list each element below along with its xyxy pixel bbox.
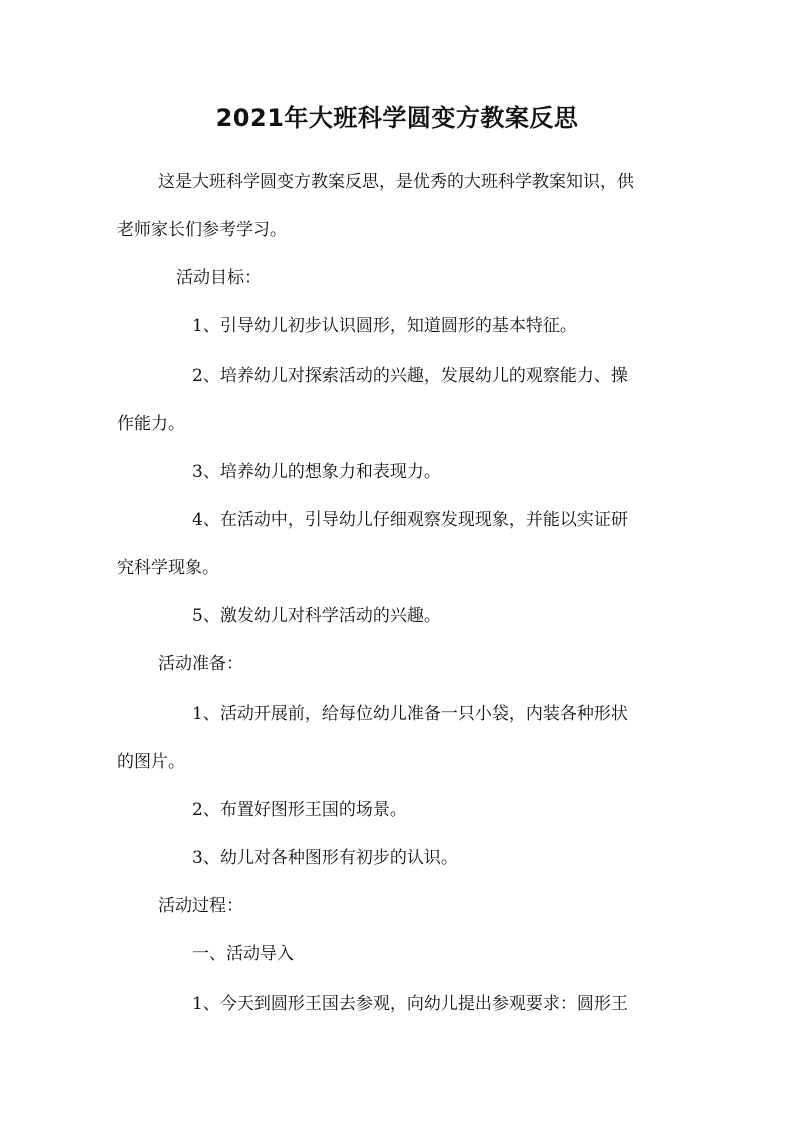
list-item-goal-2: 2、培养幼儿对探索活动的兴趣，发展幼儿的观察能力、操 xyxy=(192,366,628,386)
heading-activity-goals: 活动目标： xyxy=(176,268,261,288)
heading-activity-prep: 活动准备： xyxy=(158,654,243,674)
list-item-goal-3: 3、培养幼儿的想象力和表现力。 xyxy=(192,462,441,482)
list-item-prep-1-cont: 的图片。 xyxy=(117,752,185,772)
list-item-goal-4-cont: 究科学现象。 xyxy=(117,558,219,578)
list-item-goal-4: 4、在活动中，引导幼儿仔细观察发现现象，并能以实证研 xyxy=(192,510,628,530)
heading-activity-process: 活动过程： xyxy=(158,896,243,916)
list-item-goal-1: 1、引导幼儿初步认识圆形，知道圆形的基本特征。 xyxy=(192,316,577,336)
document-title: 2021年大班科学圆变方教案反思 xyxy=(215,104,579,132)
list-item-goal-5: 5、激发幼儿对科学活动的兴趣。 xyxy=(192,606,441,626)
list-item-prep-2: 2、布置好图形王国的场景。 xyxy=(192,800,407,820)
list-item-goal-2-cont: 作能力。 xyxy=(117,414,185,434)
list-item-prep-1: 1、活动开展前，给每位幼儿准备一只小袋，内装各种形状 xyxy=(192,704,628,724)
list-item-prep-3: 3、幼儿对各种图形有初步的认识。 xyxy=(192,848,458,868)
paragraph-line-intro-2: 老师家长们参考学习。 xyxy=(117,220,287,240)
paragraph-line-intro-1: 这是大班科学圆变方教案反思，是优秀的大班科学教案知识，供 xyxy=(158,172,634,192)
list-item-process-1: 1、今天到圆形王国去参观，向幼儿提出参观要求：圆形王 xyxy=(192,994,628,1014)
subheading-activity-intro: 一、活动导入 xyxy=(192,944,294,964)
